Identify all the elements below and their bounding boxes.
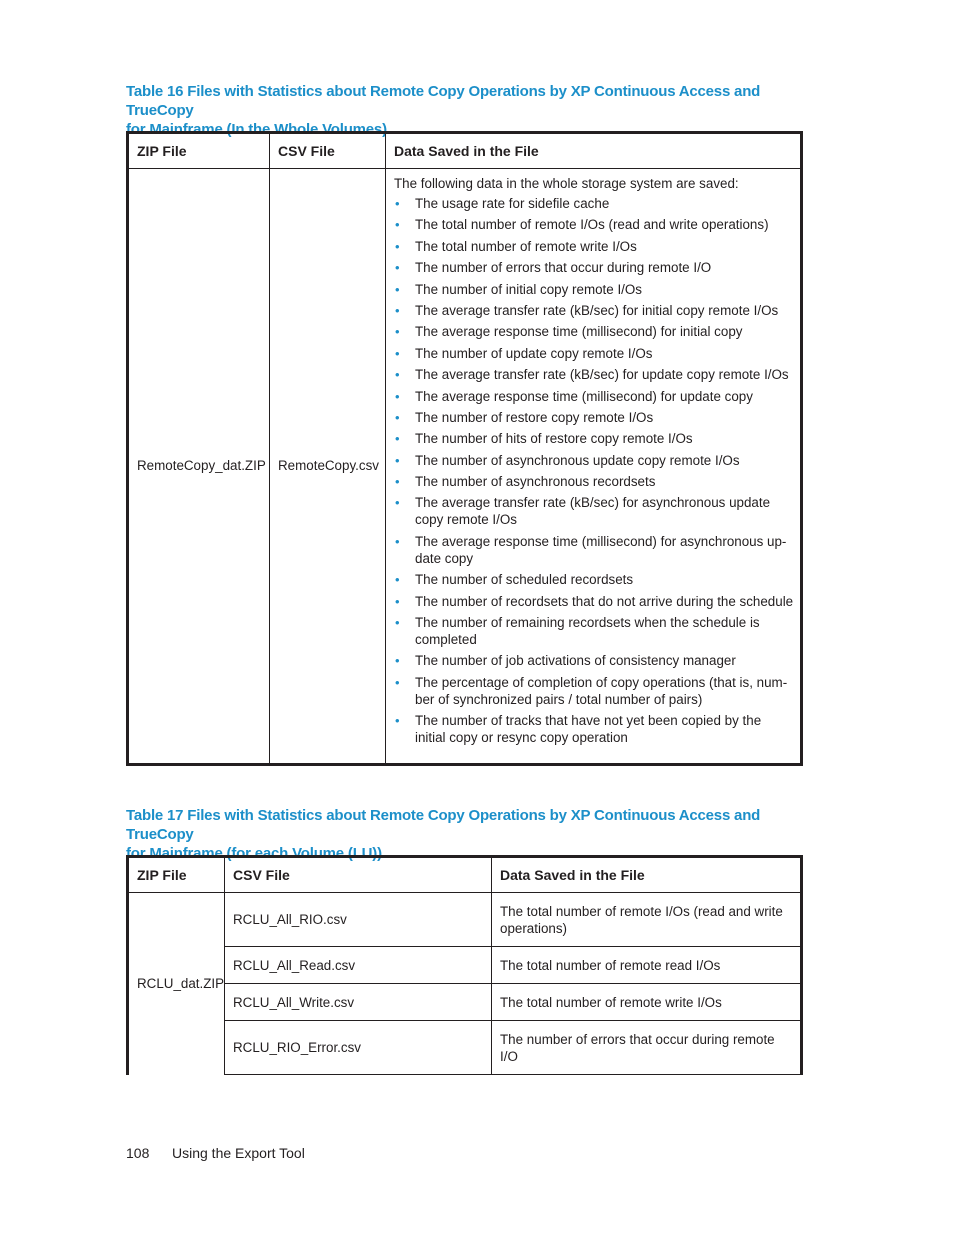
bullet-text: The number of restore copy remote I/Os [415,409,654,425]
data-bullet-item [394,388,794,405]
bullet-icon: • [395,474,400,490]
data-bullet-item [394,195,794,212]
data-bullet-item [394,430,794,447]
csv-file-cell: RemoteCopy.csv [270,169,386,765]
bullet-icon: • [395,238,400,254]
page-footer [126,1145,305,1161]
header-csv-file: CSV File [270,133,386,169]
table-16-header-row [128,133,802,169]
data-bullet-item [394,238,794,255]
data-bullet-item [394,259,794,276]
bullet-icon: • [395,593,400,609]
bullet-text: The percentage of completion of copy operations (that is, num-ber of synchronized pairs / total number of pairs) [415,674,788,707]
header-data-saved: Data Saved in the File [492,857,802,893]
data-saved-cell [386,169,802,765]
bullet-text: The number of asynchronous recordsets [415,474,656,490]
data-bullet-item [394,302,794,319]
bullet-icon: • [395,302,400,318]
bullet-text: The number of scheduled recordsets [415,572,634,588]
bullet-icon: • [395,367,400,383]
table-17-caption-line2: for Mainframe (for each Volume (LU)) [126,845,382,862]
bullet-text: The number of tracks that have not yet been copied by the initial copy or resync copy operation [415,713,762,746]
data-bullet-item [394,593,794,610]
table-17 [126,855,803,1075]
bullet-icon: • [395,281,400,297]
table-16 [126,131,803,766]
data-saved-cell: The total number of remote read I/Os [492,947,802,984]
data-saved-cell: The total number of remote I/Os (read and write operations) [492,893,802,947]
zip-file-cell: RemoteCopy_dat.ZIP [128,169,270,765]
table-16-caption-line2: for Mainframe (In the Whole Volumes) [126,121,387,138]
data-bullet-item [394,494,794,528]
page-number: 108 [126,1145,150,1161]
data-bullet-item [394,409,794,426]
bullet-icon: • [395,653,400,669]
csv-file-cell: RCLU_All_RIO.csv [225,893,492,947]
zip-file-cell: RCLU_dat.ZIP [128,893,225,1075]
bullet-text: The number of update copy remote I/Os [415,345,653,361]
bullet-text: The number of errors that occur during remote I/O [415,260,712,276]
bullet-text: The average response time (millisecond) for asynchronous up-date copy [415,533,787,566]
bullet-text: The number of recordsets that do not arrive during the schedule [415,593,794,609]
header-data-saved: Data Saved in the File [386,133,802,169]
bullet-text: The number of hits of restore copy remote I/Os [415,431,693,447]
bullet-icon: • [395,409,400,425]
bullet-text: The total number of remote write I/Os [415,238,637,254]
data-bullet-item [394,473,794,490]
table-16-caption-line1: Table 16 Files with Statistics about Remote Copy Operations by XP Continuous Access and TrueCopy [126,83,761,119]
bullet-text: The total number of remote I/Os (read and write operations) [415,217,769,233]
data-bullet-item [394,533,794,567]
table-row [128,169,802,765]
table-row [128,1021,802,1075]
bullet-icon: • [395,572,400,588]
bullet-icon: • [395,196,400,211]
bullet-text: The average response time (millisecond) for initial copy [415,324,743,340]
bullet-text: The number of remaining recordsets when the schedule is completed [415,615,760,648]
data-bullet-item [394,571,794,588]
data-saved-cell: The number of errors that occur during remote I/O [492,1021,802,1075]
csv-file-cell: RCLU_RIO_Error.csv [225,1021,492,1075]
data-bullet-item [394,652,794,669]
bullet-icon: • [395,674,400,690]
table-17-caption-line1: Table 17 Files with Statistics about Remote Copy Operations by XP Continuous Access and TrueCopy [126,807,761,843]
bullet-icon: • [395,533,400,549]
data-intro: The following data in the whole storage system are saved: [394,176,739,191]
data-bullet-item [394,452,794,469]
data-bullet-item [394,345,794,362]
csv-file-cell: RCLU_All_Read.csv [225,947,492,984]
data-bullet-list [394,195,794,746]
bullet-icon: • [395,495,400,511]
data-bullet-item [394,614,794,648]
bullet-icon: • [395,388,400,404]
bullet-icon: • [395,217,400,233]
bullet-text: The average transfer rate (kB/sec) for asynchronous update copy remote I/Os [415,495,771,528]
data-bullet-item [394,281,794,298]
bullet-icon: • [395,452,400,468]
data-bullet-item [394,323,794,340]
bullet-text: The average transfer rate (kB/sec) for update copy remote I/Os [415,367,789,383]
header-zip-file: ZIP File [128,133,270,169]
table-row [128,984,802,1021]
table-17-header-row [128,857,802,893]
csv-file-cell: RCLU_All_Write.csv [225,984,492,1021]
bullet-icon: • [395,431,400,447]
table-row [128,947,802,984]
data-bullet-item [394,366,794,383]
table-row [128,893,802,947]
bullet-text: The number of initial copy remote I/Os [415,281,642,297]
bullet-icon: • [395,345,400,361]
data-saved-cell: The total number of remote write I/Os [492,984,802,1021]
data-bullet-item [394,674,794,708]
data-bullet-item [394,712,794,746]
bullet-text: The average response time (millisecond) for update copy [415,388,753,404]
bullet-text: The average transfer rate (kB/sec) for initial copy remote I/Os [415,302,779,318]
bullet-icon: • [395,713,400,729]
footer-section-title: Using the Export Tool [172,1145,305,1161]
bullet-text: The usage rate for sidefile cache [415,196,610,211]
bullet-text: The number of job activations of consistency manager [415,653,736,669]
bullet-icon: • [395,615,400,631]
header-zip-file: ZIP File [128,857,225,893]
bullet-text: The number of asynchronous update copy remote I/Os [415,452,740,468]
bullet-icon: • [395,324,400,340]
data-bullet-item [394,216,794,233]
header-csv-file: CSV File [225,857,492,893]
bullet-icon: • [395,260,400,276]
